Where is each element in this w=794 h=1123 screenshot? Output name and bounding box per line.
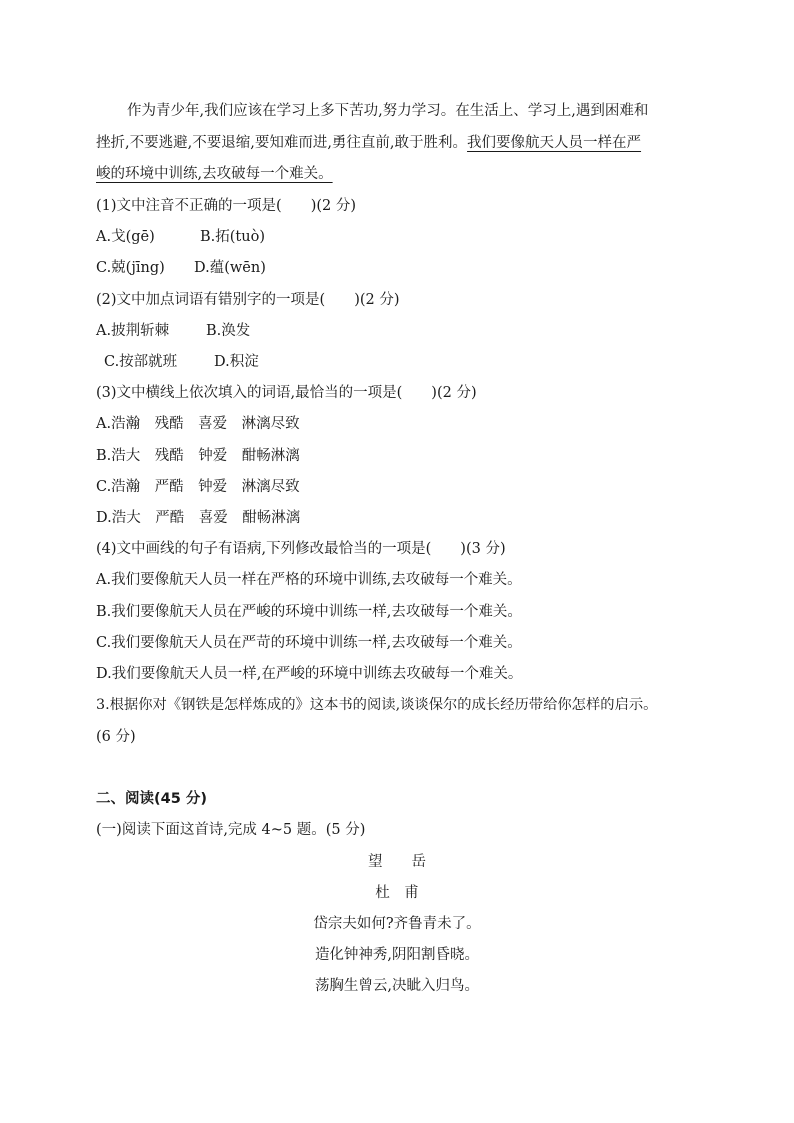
question-1-stem: (1)文中注音不正确的一项是( )(2 分) xyxy=(96,198,357,214)
question-3-stem: (3)文中横线上依次填入的词语,最恰当的一项是( )(2 分) xyxy=(96,385,477,401)
question-3-option-d: D.浩大 严酷 喜爱 酣畅淋漓 xyxy=(96,510,301,526)
poem-title: 望 岳 xyxy=(368,854,426,870)
question-2-options-row-1 xyxy=(96,321,250,341)
option-b: B.拓(tuò) xyxy=(200,229,265,245)
question-4-option-d: D.我们要像航天人员一样,在严峻的环境中训练去攻破每一个难关。 xyxy=(96,666,523,682)
option-a: A.披荆斩棘 xyxy=(96,323,170,339)
option-c: C.兢(jīng) xyxy=(96,260,165,276)
option-b: B.涣发 xyxy=(206,323,251,339)
question-4-option-c: C.我们要像航天人员在严苛的环境中训练一样,去攻破每一个难关。 xyxy=(96,635,522,651)
passage-text: 挫折,不要逃避,不要退缩,要知难而进,勇往直前,敢于胜利。 xyxy=(96,135,468,151)
question-2-options-row-2 xyxy=(104,352,259,372)
poem-line-1: 岱宗夫如何?齐鲁青未了。 xyxy=(313,916,481,932)
question-book-stem: 3.根据你对《钢铁是怎样炼成的》这本书的阅读,谈谈保尔的成长经历带给你怎样的启示。 xyxy=(96,697,658,713)
section-subheading: (一)阅读下面这首诗,完成 4~5 题。(5 分) xyxy=(96,822,366,838)
question-3-option-a: A.浩瀚 残酷 喜爱 淋漓尽致 xyxy=(96,416,300,432)
option-c: C.按部就班 xyxy=(104,354,178,370)
poem-line-2: 造化钟神秀,阴阳割昏晓。 xyxy=(314,947,480,963)
poem-author: 杜 甫 xyxy=(375,885,419,901)
passage-line-1: 作为青少年,我们应该在学习上多下苦功,努力学习。在生活上、学习上,遇到困难和 xyxy=(127,103,649,119)
option-d: D.积淀 xyxy=(214,354,259,370)
passage-line-2 xyxy=(96,133,641,153)
question-4-option-b: B.我们要像航天人员在严峻的环境中训练一样,去攻破每一个难关。 xyxy=(96,604,522,620)
question-1-options-row-2 xyxy=(96,258,266,278)
option-a: A.戈(gē) xyxy=(96,229,155,245)
question-4-option-a: A.我们要像航天人员一样在严格的环境中训练,去攻破每一个难关。 xyxy=(96,572,522,588)
question-2-stem: (2)文中加点词语有错别字的一项是( )(2 分) xyxy=(96,292,400,308)
underlined-sentence-part-2: 峻的环境中训练,去攻破每一个难关。 xyxy=(96,166,333,182)
underlined-sentence-part-1: 我们要像航天人员一样在严 xyxy=(467,135,642,151)
question-book-points: (6 分) xyxy=(96,729,136,745)
question-3-option-c: C.浩瀚 严酷 钟爱 淋漓尽致 xyxy=(96,479,300,495)
question-1-options-row-1 xyxy=(96,227,265,247)
question-4-stem: (4)文中画线的句子有语病,下列修改最恰当的一项是( )(3 分) xyxy=(96,541,506,557)
poem-line-3: 荡胸生曾云,决眦入归鸟。 xyxy=(314,978,480,994)
option-d: D.蕴(wēn) xyxy=(194,260,266,276)
question-3-option-b: B.浩大 残酷 钟爱 酣畅淋漓 xyxy=(96,448,300,464)
section-heading: 二、阅读(45 分) xyxy=(96,791,207,807)
